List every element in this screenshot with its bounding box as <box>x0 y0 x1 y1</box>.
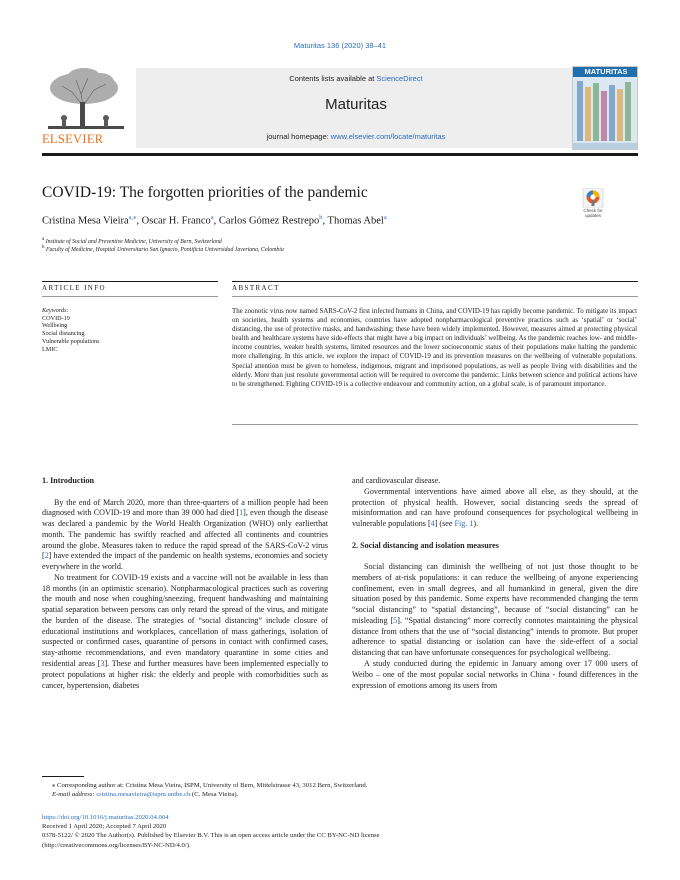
crossmark-label <box>581 208 605 218</box>
author-separator: , <box>213 215 219 227</box>
author-separator: , <box>322 215 328 227</box>
author-list <box>42 213 387 227</box>
keyword-item: Social distancing <box>42 330 85 338</box>
author-affil-sup[interactable]: a,⁎ <box>128 214 137 221</box>
reference-link[interactable]: 5 <box>393 615 398 625</box>
received-dates: Received 1 April 2020; Accepted 7 April 2020 <box>42 823 167 831</box>
section-heading-introduction: 1. Introduction <box>42 476 95 485</box>
sciencedirect-link[interactable]: ScienceDirect <box>376 74 423 83</box>
email-label: E-mail address: <box>52 791 97 799</box>
email-link[interactable]: cristina.mesavieira@ispm.unibe.ch <box>96 791 191 799</box>
abstract-heading: ABSTRACT <box>232 284 280 292</box>
journal-title: Maturitas <box>325 96 387 113</box>
author-separator: , <box>136 215 142 227</box>
doi-link[interactable]: https://doi.org/10.1016/j.maturitas.2020.04.004 <box>42 814 169 821</box>
journal-info-band <box>136 68 576 148</box>
footnote-rule <box>42 776 84 777</box>
crossmark-label-line2: updates <box>584 213 601 218</box>
homepage-line <box>136 132 576 141</box>
crossmark-badge[interactable] <box>581 188 605 220</box>
header-rule <box>42 153 638 156</box>
affiliation-sup: a <box>42 237 45 242</box>
article-info-subrule <box>42 296 218 297</box>
author-affil-sup[interactable]: a <box>383 214 387 221</box>
crossmark-icon <box>581 188 605 208</box>
abstract-bottom-rule <box>232 424 638 425</box>
keyword-item: Vulnerable populations <box>42 337 100 345</box>
homepage-link[interactable]: www.elsevier.com/locate/maturitas <box>330 132 446 141</box>
paragraph: By the end of March 2020, more than three-quarters of a million people had been diagnosed with COVID-19 and more than 39 000 had died [1], even though the disease was declared a pandemic by the World Health Organization (WHO) only earlierthat month. The pandemic has swiftly reached and affected all continents and countries around the globe. Measures taken to reduce the rapid spread of the SARS-CoV-2 virus [2] have extended the impact of the pandemic on health systems, economies and society everywhere in the world. <box>42 497 328 572</box>
keyword-item: COVID-19 <box>42 314 70 322</box>
reference-link[interactable]: 4 <box>430 519 435 529</box>
affiliation-text: Faculty of Medicine, Hospital Universitario San Ignacio, Pontificia Universidad Javeriana, Colombia <box>45 246 284 253</box>
paragraph: Governmental interventions have aimed above all else, as they should, at the protection of physical health. However, social distancing seeds the spread of misinformation and can have profound consequences for psychological wellbeing in vulnerable populations [4] (see Fig. 1). <box>352 486 638 529</box>
cover-title: MATURITAS <box>573 67 638 77</box>
reference-link[interactable]: 2 <box>44 551 49 561</box>
affiliation-sup: b <box>42 245 45 250</box>
keyword-item: Wellbeing <box>42 322 68 330</box>
author-affil-sup[interactable]: b <box>319 214 323 221</box>
author-affil-sup[interactable]: a <box>210 214 214 221</box>
journal-citation[interactable]: Maturitas 136 (2020) 38–41 <box>293 41 387 50</box>
journal-cover-thumbnail[interactable] <box>572 66 638 150</box>
author-name[interactable]: Carlos Gómez Restrepo <box>218 215 320 227</box>
footnotes <box>42 781 638 799</box>
email-note <box>42 790 638 799</box>
paragraph: Social distancing can diminish the wellbeing of not just those thought to be members of at-risk populations: it can reduce the wellbeing of anyone experiencing confinement, even in small degrees, and all humankind in general, given the dire situation posed by this pandemic. Some experts have recommended changing the term “social distancing” to “spatial distancing”, because of “social distancing” can be misleading [5]. “Spatial distancing” more correctly connotes maintaining the physical distance from others that the use of “social distancing” intends to promote. But proper adherence to spatial distancing or isolation can have the side-effect of a social distancing that can have unfortunate consequences for psychological wellbeing. <box>352 562 638 658</box>
abstract-text: The zoonotic virus now named SARS-CoV-2 first infected humans in China, and COVID-19 has rapidly become pandemic. To mitigate its impact on societies, health systems and economies, countries have adopted nonpharmacological preventive practices such as ‘spatial’ or ‘social’ distancing, the use of protective masks, and handwashing; these have been widely implemented. However, measures aimed at protecting physical health and healthcare systems have side-effects that might have a big impact on individuals’ wellbeing. As the pandemic reaches low- and middle-income countries, weaker health systems, limited resources and the lower socioeconomic status of their populations make halting the pandemic more challenging. In this article, we explore the impact of COVID-19 and its prevention measures on the wellbeing of vulnerable populations. Special attention must be given to homeless, indigenous, migrant and imprisoned populations, as well as people living with disabilities and the elderly. More than just resolute governmental action will be required to overcome the pandemic. Links between science and political actions have to be strengthened. Fighting COVID-19 is a collective endeavour and community action, on a global scale, is of paramount importance. <box>232 308 637 388</box>
section-heading-social-distancing: 2. Social distancing and isolation measures <box>352 540 499 550</box>
license-line-2[interactable]: (http://creativecommons.org/licenses/BY-NC-ND/4.0/). <box>42 841 191 849</box>
crossmark-label-line1: Check for <box>583 208 603 213</box>
author-name[interactable]: Oscar H. Franco <box>141 215 211 227</box>
license-line-1: 0378-5122/ © 2020 The Author(s). Published by Elsevier B.V. This is an open access article under the CC BY-NC-ND license <box>42 832 380 840</box>
affiliation-b <box>42 245 284 253</box>
elsevier-tree-logo <box>42 66 130 146</box>
contents-prefix: Contents lists available at <box>289 74 377 83</box>
article-title: COVID-19: The forgotten priorities of the pandemic <box>42 184 368 201</box>
article-info-heading: ARTICLE INFO <box>42 284 107 292</box>
figure-link[interactable]: Fig. 1 <box>454 519 474 529</box>
paragraph: and cardiovascular disease. <box>352 476 441 485</box>
corresponding-author-note: ⁎ Corresponding author at: Cristina Mesa Vieira, ISPM, University of Bern, Mittelstrasse 43, 3012 Bern, Switzerland. <box>52 782 368 789</box>
reference-link[interactable]: 1 <box>239 508 244 518</box>
affiliation-a <box>42 237 222 245</box>
elsevier-wordmark: ELSEVIER <box>42 132 104 146</box>
paragraph: No treatment for COVID-19 exists and a vaccine will not be available in less than 18 months (in an optimistic scenario). Nonpharmacological practices such as covering the mouth and nose when coughing/sneezing, frequent handwashing and maintaining spatial separation between persons can only retard the spread of the virus, and mitigate the burden of the disease. The strategies of “social distancing” include closure of educational institutions and workplaces, cancellation of mass gatherings, isolation of suspected or confirmed cases, quarantine of persons in contact with confirmed cases, stay-athome recommendations, and even mandatory quarantine in some cities and residential areas [3]. These and further measures have been implemented especially to protect populations at higher risk: the elderly and people with comorbidities such as cancer, hypertension, diabetes <box>42 572 328 690</box>
homepage-prefix: journal homepage: <box>266 132 331 141</box>
keywords-block <box>42 307 100 353</box>
article-info-rule <box>42 281 218 282</box>
keywords-label: Keywords: <box>42 307 69 314</box>
reference-link[interactable]: 3 <box>100 659 105 669</box>
email-suffix: (C. Mesa Vieira). <box>190 791 239 799</box>
author-name[interactable]: Thomas Abel <box>327 215 384 227</box>
paragraph: A study conducted during the epidemic in January among over 17 000 users of Weibo – one of the most popular social networks in China - found differences in the expression of emotions among its users from <box>352 659 638 690</box>
keyword-item: LMIC <box>42 345 58 353</box>
tree-icon <box>42 66 130 132</box>
publication-info <box>42 813 638 850</box>
cover-art-icon <box>573 77 638 150</box>
abstract-subrule <box>232 296 638 297</box>
author-name[interactable]: Cristina Mesa Vieira <box>42 215 129 227</box>
body-column-right <box>352 476 638 691</box>
contents-line <box>136 74 576 83</box>
journal-header <box>42 66 638 152</box>
affiliation-text: Institute of Social and Preventive Medicine, University of Bern, Switzerland <box>45 238 222 245</box>
abstract-rule <box>232 281 638 282</box>
body-column-left <box>42 476 328 691</box>
